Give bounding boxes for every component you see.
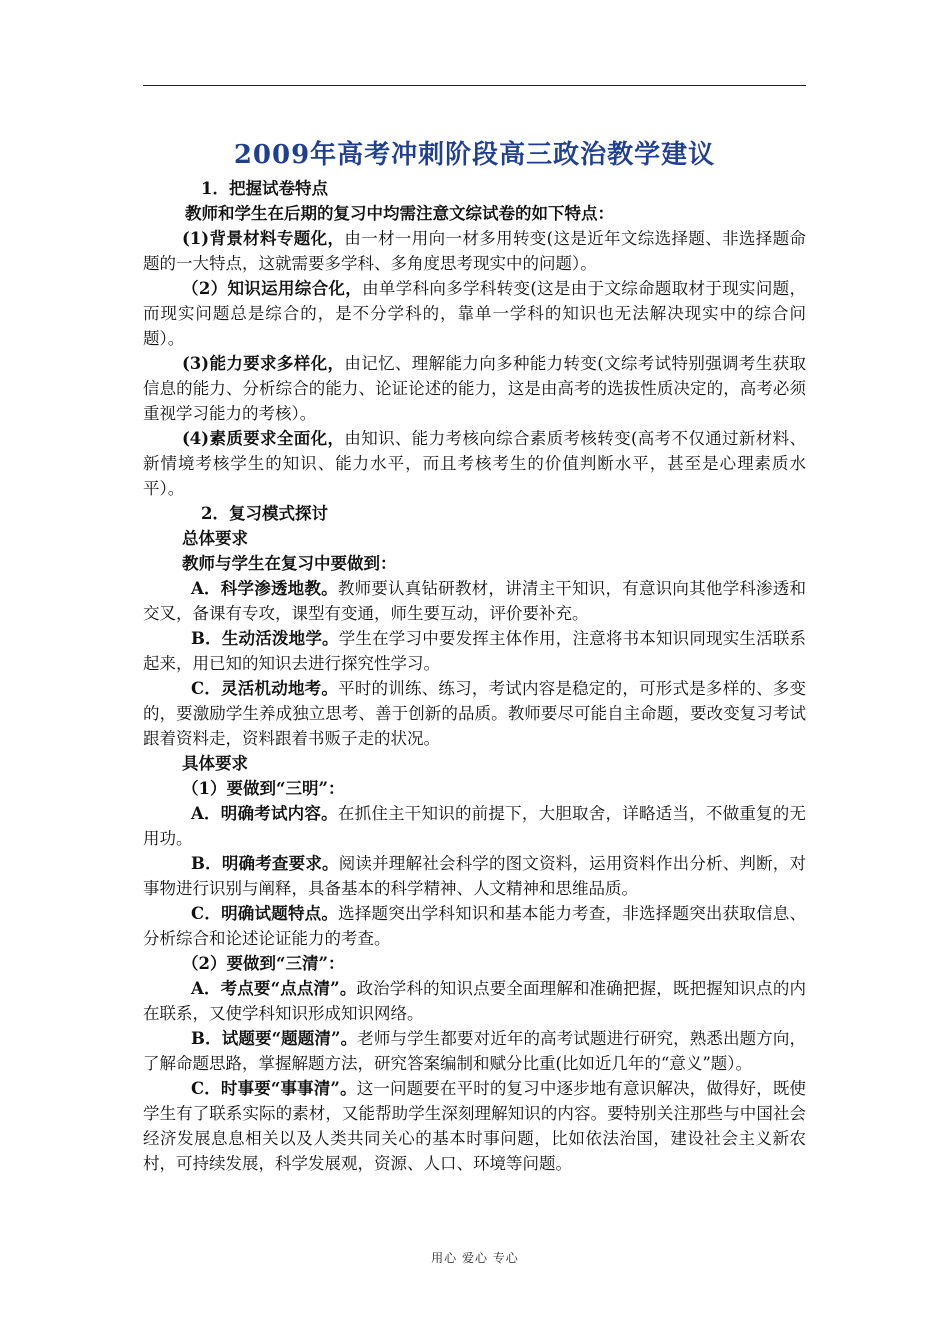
item-lead: B．试题要“题题清”。 [191,1029,358,1048]
item-lead: （2）知识运用综合化， [182,279,363,298]
item-text: 教师要认真钻研教材，讲清主干知识，有意识向其他学科渗透和交叉，备课有专攻，课型有变通，师生要互动，评价要补充。 [143,579,807,623]
subheading: 具体要求 [182,754,248,773]
item-lead: A．明确考试内容。 [191,804,338,823]
list-item [143,576,806,626]
item-lead: B．生动活泼地学。 [191,629,339,648]
item-lead: (4)素质要求全面化， [182,429,345,448]
list-item [143,351,806,426]
item-lead: A．考点要“点点清”。 [191,979,357,998]
list-item [143,426,806,501]
list-item [143,226,806,276]
page-footer: 用心 爱心 专心 [431,1251,519,1265]
list-item [143,851,806,901]
item-text: 选择题突出学科知识和基本能力考查，非选择题突出获取信息、分析综合和论述论证能力的考查。 [143,904,807,948]
section-heading: 2．复习模式探讨 [201,504,328,523]
item-text: 在抓住主干知识的前提下，大胆取舍，详略适当，不做重复的无用功。 [143,804,807,848]
section-intro: 教师与学生在复习中要做到： [182,554,397,573]
item-text: 政治学科的知识点要全面理解和准确把握，既把握知识点的内在联系，又使学科知识形成知识网络。 [143,979,806,1023]
item-lead: C．时事要“事事清”。 [191,1079,357,1098]
list-item [143,626,806,676]
section-intro: 教师和学生在后期的复习中均需注意文综试卷的如下特点： [185,204,614,223]
section-heading: 1．把握试卷特点 [201,179,328,198]
item-text: 学生在学习中要发挥主体作用，注意将书本知识同现实生活联系起来，用已知的知识去进行探究性学习。 [143,629,807,673]
item-lead: (3)能力要求多样化， [182,354,345,373]
list-item [143,1076,806,1176]
list-item [143,901,806,951]
item-text: 平时的训练、练习，考试内容是稳定的，可形式是多样的、多变的，要激励学生养成独立思考、善于创新的品质。教师要尽可能自主命题，要改变复习考试跟着资料走，资料跟着书贩子走的状况。 [143,679,807,748]
item-text: 这一问题要在平时的复习中逐步地有意识解决，做得好，既使学生有了联系实际的素材，又能帮助学生深刻理解知识的内容。要特别关注那些与中国社会经济发展息息相关以及人类共同关心的基本时事问题，比如依法治国，建设社会主义新农村，可持续发展，科学发展观，资源、人口、环境等问题。 [143,1079,806,1173]
item-lead: A．科学渗透地教。 [191,579,338,598]
item-text: 由记忆、理解能力向多种能力转变(文综考试特别强调考生获取信息的能力、分析综合的能力、论证论述的能力，这是由高考的选拔性质决定的，高考必须重视学习能力的考核）。 [143,354,806,423]
item-lead: C．明确试题特点。 [191,904,339,923]
document-body [143,176,806,1176]
subheading: 总体要求 [182,529,248,548]
list-item [143,276,806,351]
item-text: 由一材一用向一材多用转变(这是近年文综选择题、非选择题命题的一大特点，这就需要多学科、多角度思考现实中的问题）。 [143,229,806,273]
item-lead: (1)背景材料专题化， [182,229,345,248]
document-title: 2009年高考冲刺阶段高三政治教学建议 [233,140,716,170]
subheading-numbered: （1）要做到“三明”： [182,779,345,798]
list-item [143,976,806,1026]
list-item [143,676,806,751]
item-text: 老师与学生都要对近年的高考试题进行研究，熟悉出题方向，了解命题思路，掌握解题方法，研究答案编制和赋分比重(比如近几年的“意义”题）。 [143,1029,807,1073]
item-text: 由知识、能力考核向综合素质考核转变(高考不仅通过新材料、新情境考核学生的知识、能力水平，而且考核考生的价值判断水平，甚至是心理素质水平）。 [143,429,806,498]
list-item [143,1026,806,1076]
item-text: 由单学科向多学科转变(这是由于文综命题取材于现实问题，而现实问题总是综合的，是不分学科的，靠单一学科的知识也无法解决现实中的综合问题）。 [143,279,807,348]
header-rule [143,85,806,86]
item-lead: C．灵活机动地考。 [191,679,339,698]
list-item [143,801,806,851]
item-lead: B．明确考查要求。 [191,854,339,873]
subheading-numbered: （2）要做到“三清”： [182,954,345,973]
item-text: 阅读并理解社会科学的图文资料，运用资料作出分析、判断，对事物进行识别与阐释，具备基本的科学精神、人文精神和思维品质。 [143,854,807,898]
